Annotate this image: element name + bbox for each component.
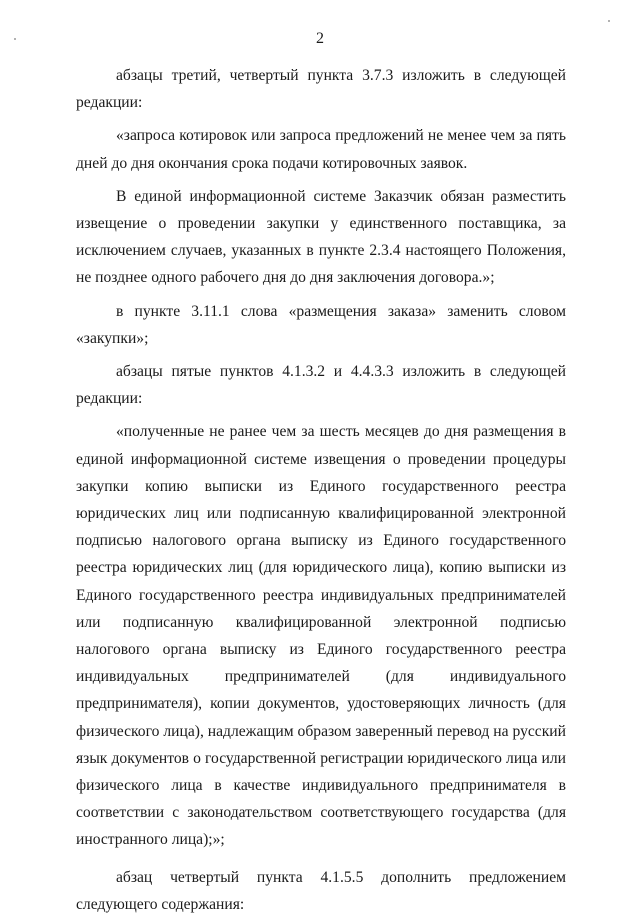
page-number: 2 [316, 30, 324, 47]
document-body [76, 62, 566, 918]
paragraph-quote-quotation-request: «запроса котировок или запроса предложений не менее чем за пять дней до дня окончания срока подачи котировочных заявок. [76, 127, 566, 172]
paragraph-amend-4-1-5-5: абзац четвертый пункта 4.1.5.5 дополнить предложением следующего содержания: [76, 868, 566, 913]
paragraph-amend-3-11-1: в пункте 3.11.1 слова «размещения заказа» заменить словом «закупки»; [76, 302, 566, 347]
scan-speck [14, 38, 16, 40]
scan-speck [608, 20, 610, 22]
paragraph-amend-4-1-3-2: абзацы пятые пунктов 4.1.3.2 и 4.4.3.3 изложить в следующей редакции: [76, 363, 566, 408]
paragraph-quote-documents: «полученные не ранее чем за шесть месяцев до дня размещения в единой информационной системе извещения о проведении процедуры закупки копию выписки из Единого государственного реестра юридических лиц или подписанную квалифицированной электронной подписью налогового органа выписку из Единого государственного реестра юридических лиц (для юридического лица), копию выписки из Единого государственного реестра индивидуальных предпринимателей или подписанную квалифицированной электронной подписью налогового органа выписку из Единого государственного реестра индивидуальных предпринимателей (для индивидуального предпринимателя), копии документов, удостоверяющих личность (для физического лица), надлежащим образом заверенный перевод на русский язык документов о государственной регистрации юридического лица или физического лица в качестве индивидуального предпринимателя в соответствии с законодательством соответствующего государства (для иностранного лица);»; [76, 423, 566, 849]
paragraph-information-system: В единой информационной системе Заказчик обязан разместить извещение о проведении закупки у единственного поставщика, за исключением случаев, указанных в пункте 2.3.4 настоящего Положения, не позднее одного рабочего дня до дня заключения договора.»; [76, 187, 566, 287]
paragraph-amend-3-7-3: абзацы третий, четвертый пункта 3.7.3 изложить в следующей редакции: [76, 67, 566, 112]
